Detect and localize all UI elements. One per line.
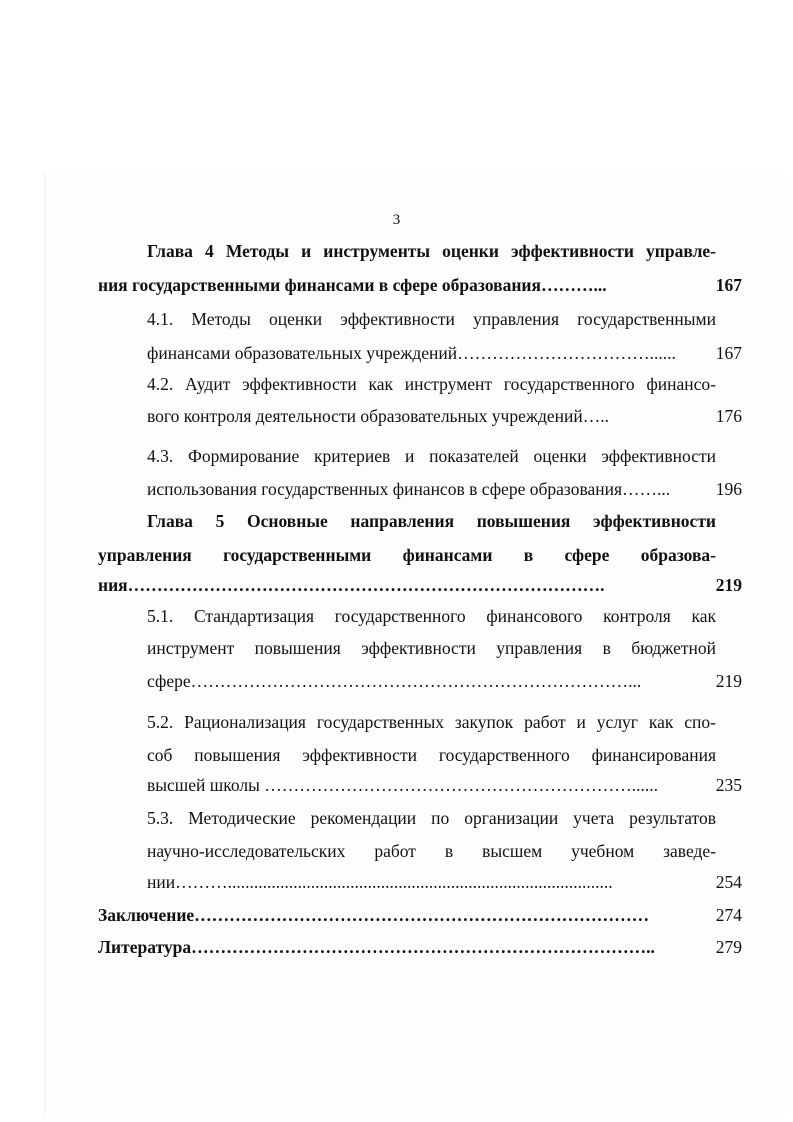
- toc-section-5-3-line-1: 5.3. Методические рекомендации по организации учета результатов: [147, 808, 716, 828]
- toc-section-5-1-line-1: 5.1. Стандартизация государственного финансового контроля как: [147, 606, 716, 626]
- toc-section-5-3-line-3: [147, 871, 742, 893]
- toc-section-5-3-title-end: нии………........................................................................................: [147, 872, 613, 892]
- toc-section-4-2-line-2: [147, 405, 742, 427]
- page-number: 3: [392, 212, 401, 228]
- toc-literature-page: 279: [715, 937, 742, 957]
- toc-section-4-1-line-1: 4.1. Методы оценки эффективности управления государственными: [147, 309, 716, 329]
- toc-section-4-2-page: 176: [715, 406, 742, 426]
- toc-section-5-1-title-end: сфере…………………………………………………………………...: [147, 671, 642, 691]
- toc-chapter-5-line-3: [98, 574, 742, 596]
- toc-section-5-1-page: 219: [715, 671, 742, 691]
- toc-section-4-3-line-1: 4.3. Формирование критериев и показателей оценки эффективности: [147, 446, 716, 466]
- toc-chapter-5-line-1: Глава 5 Основные направления повышения эффективности: [147, 511, 716, 531]
- toc-section-4-3-title-end: использования государственных финансов в сфере образования……...: [147, 479, 671, 499]
- toc-chapter-4-line-2: [98, 274, 742, 296]
- toc-literature-label: Литература……………………………………………………………………..: [98, 937, 655, 957]
- toc-literature: [98, 936, 742, 958]
- toc-conclusion-label: Заключение……………………………………………………………………: [98, 905, 650, 925]
- toc-section-5-3-line-2: научно-исследовательских работ в высшем учебном заведе-: [147, 841, 716, 861]
- toc-section-5-2-title-end: высшей школы ………………………………………………………......: [147, 775, 658, 795]
- toc-conclusion-page: 274: [715, 905, 742, 925]
- toc-section-4-2-line-1: 4.2. Аудит эффективности как инструмент государственного финансо-: [147, 374, 716, 394]
- toc-section-4-2-title-end: вого контроля деятельности образовательных учреждений…..: [147, 406, 609, 426]
- toc-section-5-1-line-2: инструмент повышения эффективности управления в бюджетной: [147, 638, 716, 658]
- toc-section-5-1-line-3: [147, 670, 742, 692]
- toc-section-4-1-line-2: [147, 342, 742, 364]
- toc-section-4-1-page: 167: [715, 343, 742, 363]
- toc-chapter-5-line-2: управления государственными финансами в сфере образова-: [98, 545, 716, 565]
- toc-chapter-4-title-end: ния государственными финансами в сфере образования………...: [98, 275, 607, 295]
- toc-chapter-5-page: 219: [715, 575, 742, 595]
- toc-section-5-2-line-2: соб повышения эффективности государственного финансирования: [147, 745, 716, 765]
- toc-section-5-2-page: 235: [715, 775, 742, 795]
- toc-section-4-3-line-2: [147, 478, 742, 500]
- toc-chapter-4-line-1: Глава 4 Методы и инструменты оценки эффективности управле-: [147, 241, 716, 261]
- toc-conclusion: [98, 904, 742, 926]
- toc-chapter-4-page: 167: [715, 275, 742, 295]
- toc-chapter-5-title-end: ния……………………………………………………………………….: [98, 575, 605, 595]
- toc-section-5-3-page: 254: [715, 872, 742, 892]
- toc-section-5-2-line-1: 5.2. Рационализация государственных закупок работ и услуг как спо-: [147, 712, 716, 732]
- toc-section-5-2-line-3: [147, 774, 742, 796]
- toc-section-4-1-title-end: финансами образовательных учреждений……………………………......: [147, 343, 676, 363]
- toc-section-4-3-page: 196: [715, 479, 742, 499]
